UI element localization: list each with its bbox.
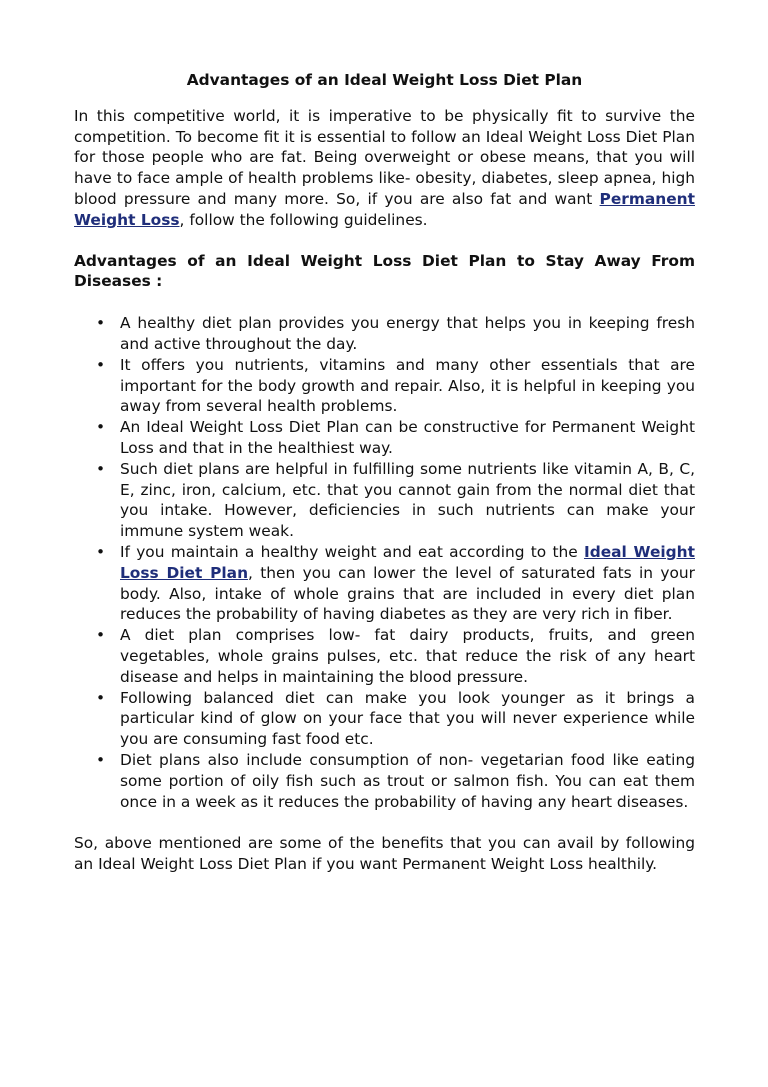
ideal-weight-loss-diet-plan-link[interactable]: Ideal Weight Loss Diet Plan (120, 542, 695, 582)
list-item-text: Such diet plans are helpful in fulfilling some nutrients like vitamin A, B, C, E, zinc, iron, calcium, etc. that you cannot gain from the normal diet that you intake. However, deficiencies in such nutrients can make your immune system weak. (120, 459, 695, 541)
list-item-text: A diet plan comprises low- fat dairy products, fruits, and green vegetables, whole grains pulses, etc. that reduce the risk of any heart disease and helps in maintaining the blood pressure. (120, 626, 695, 686)
list-item-text: Following balanced diet can make you look younger as it brings a particular kind of glow on your face that you will never experience while you are consuming fast food etc. (120, 688, 695, 749)
advantages-list (74, 313, 695, 812)
list-item (74, 459, 695, 542)
list-item-text: It offers you nutrients, vitamins and many other essentials that are important for the body growth and repair. Also, it is helpful in keeping you away from several health problems. (120, 355, 695, 416)
list-item (74, 355, 695, 417)
list-item (74, 625, 695, 687)
permanent-weight-loss-link[interactable]: Permanent Weight Loss (74, 189, 695, 229)
bullet-icon: • (96, 459, 106, 478)
list-item (74, 417, 695, 459)
bullet-icon: • (96, 418, 106, 437)
closing-paragraph: So, above mentioned are some of the benefits that you can avail by following an Ideal Weight Loss Diet Plan if you want Permanent Weight Loss healthily. (74, 834, 695, 874)
list-item-text: A healthy diet plan provides you energy that helps you in keeping fresh and active throughout the day. (120, 314, 695, 353)
section-heading: Advantages of an Ideal Weight Loss Diet Plan to Stay Away From Diseases : (74, 251, 695, 291)
list-item-text-before-link: If you maintain a healthy weight and eat according to the (120, 542, 584, 561)
document-page (74, 70, 695, 875)
bullet-icon: • (96, 314, 106, 333)
bullet-icon: • (96, 626, 106, 645)
list-item-text-after-link: , then you can lower the level of saturated fats in your body. Also, intake of whole grains that are included in every diet plan reduces the probability of having diabetes as they are very rich in fiber. (120, 563, 695, 624)
intro-text-after-link: , follow the following guidelines. (179, 210, 428, 229)
list-item (74, 542, 695, 625)
bullet-icon: • (96, 355, 106, 374)
list-item-text: An Ideal Weight Loss Diet Plan can be constructive for Permanent Weight Loss and that in the healthiest way. (120, 418, 695, 457)
bullet-icon: • (96, 688, 106, 707)
bullet-icon: • (96, 750, 106, 769)
bullet-icon: • (96, 542, 106, 561)
document-title: Advantages of an Ideal Weight Loss Diet Plan (186, 71, 583, 89)
list-item (74, 688, 695, 750)
intro-paragraph (74, 106, 695, 231)
list-item (74, 313, 695, 355)
list-item-text: Diet plans also include consumption of non- vegetarian food like eating some portion of oily fish such as trout or salmon fish. You can eat them once in a week as it reduces the probability of having any heart diseases. (120, 750, 695, 811)
intro-text-before-link: In this competitive world, it is imperative to be physically fit to survive the competition. To become fit it is essential to follow an Ideal Weight Loss Diet Plan for those people who are fat. Being overweight or obese means, that you will have to face ample of health problems like- obesity, diabetes, sleep apnea, high blood pressure and many more. So, if you are also fat and want (74, 106, 695, 208)
list-item (74, 750, 695, 812)
